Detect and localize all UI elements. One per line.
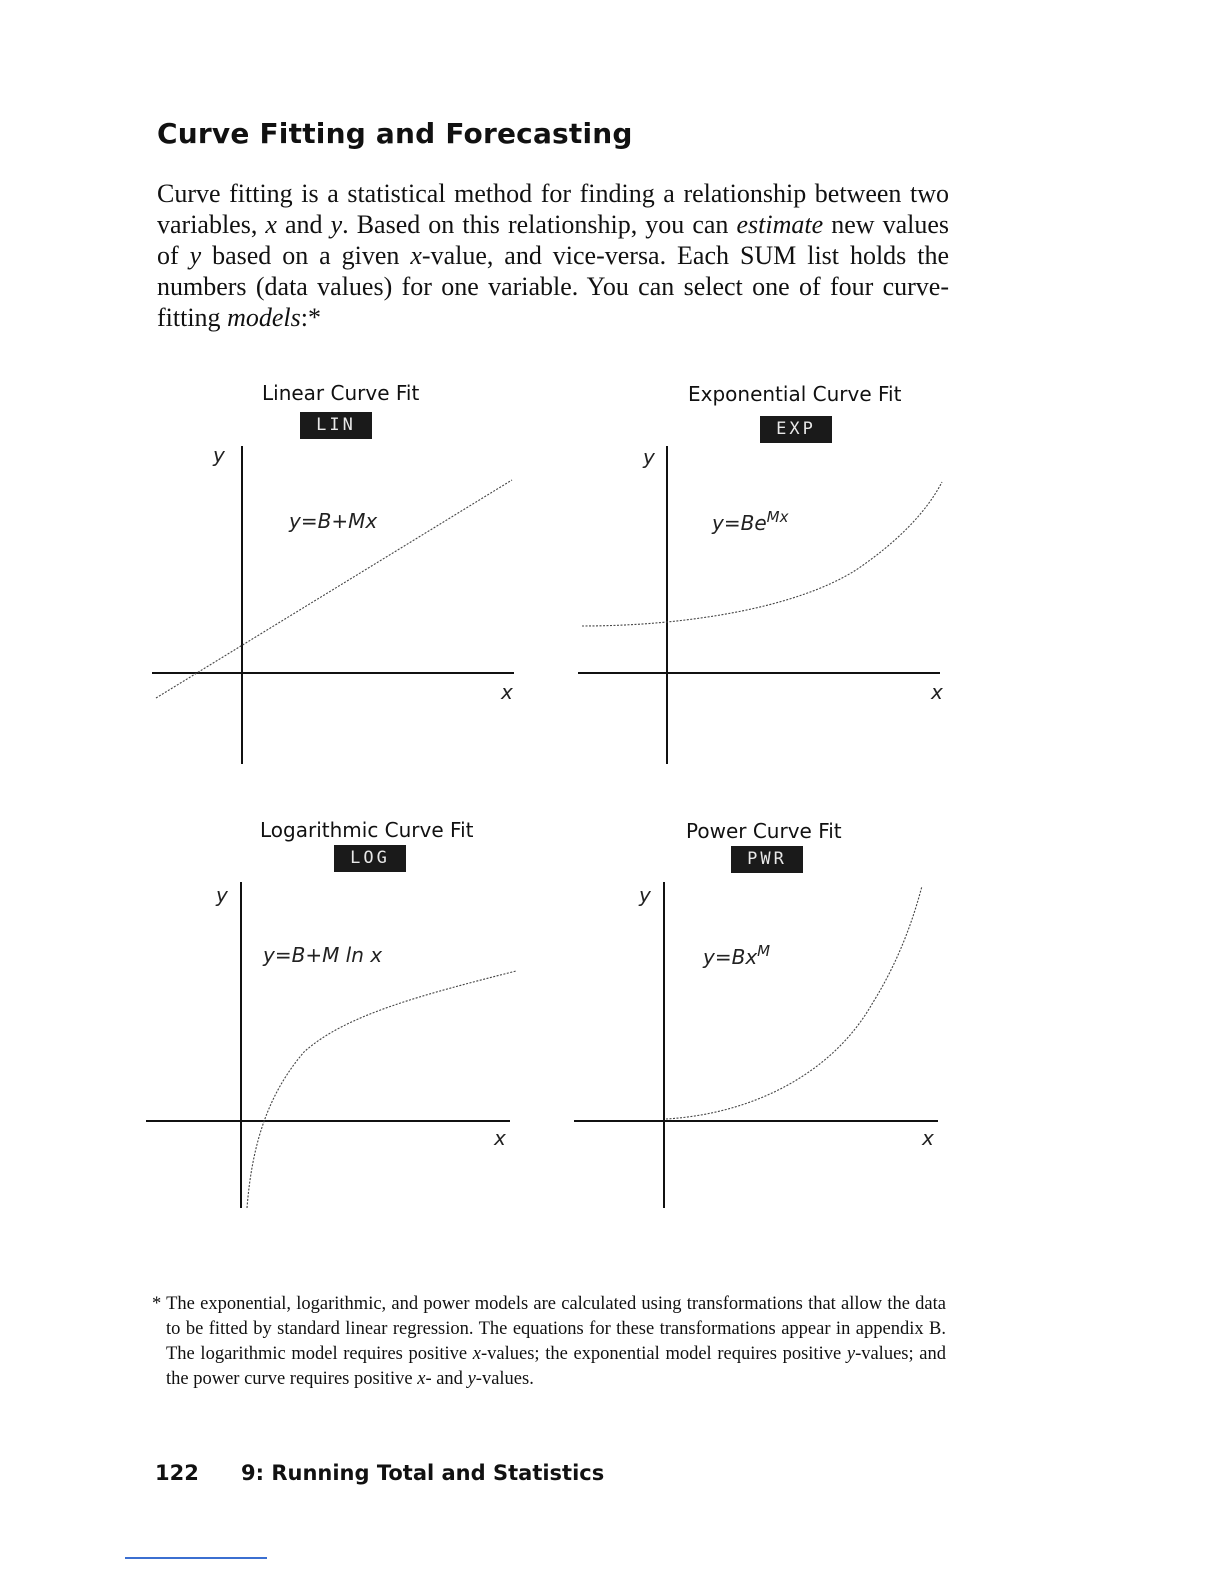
intro-paragraph: Curve fitting is a statistical method for finding a relationship between two variables, x and y. Based on this relationship, you can estimate new values of y based on a given x-value, and vice-versa. Each SUM list holds the numbers (data values) for one variable. You can select one of four curve-fitting models:* [157,179,950,332]
page-number: 122 [155,1461,199,1485]
pwr-key: PWR [731,846,803,873]
y-axis-label: y [216,883,228,907]
x-axis-label: x [501,680,513,704]
linear-fit-graph [150,378,520,768]
power-fit-graph [572,814,942,1214]
chapter-title: 9: Running Total and Statistics [241,1461,605,1485]
exponential-fit-title: Exponential Curve Fit [688,382,902,406]
lin-key: LIN [300,412,372,439]
y-axis-label: y [639,883,651,907]
log-key: LOG [334,845,406,872]
linear-fit-title: Linear Curve Fit [262,381,420,405]
y-axis-label: y [213,443,225,467]
power-equation: $y=Bx^M$ [703,942,771,969]
logarithmic-curve [247,971,516,1208]
x-axis-label: x [931,680,943,704]
exponential-curve [582,482,942,626]
exp-key: EXP [760,416,832,443]
logarithmic-equation: y=B+M ln x [263,943,383,967]
y-axis-label: y [643,445,655,469]
section-title: Curve Fitting and Forecasting [157,117,633,150]
page-footer [155,1461,604,1485]
power-fit-title: Power Curve Fit [686,819,842,843]
x-axis-label: x [494,1126,506,1150]
divider-line [125,1557,267,1559]
logarithmic-fit-graph [146,814,516,1214]
x-axis-label: x [922,1126,934,1150]
exponential-fit-graph [576,378,946,768]
footnote: * The exponential, logarithmic, and power models are calculated using transformations that allow the data to be fitted by standard linear regression. The equations for these transformations appear in appendix B. The logarithmic model requires positive x-values; the exponential model requires positive y-values; and the power curve requires positive x- and y-values. [152,1294,946,1389]
power-curve [666,886,922,1119]
linear-equation: y=B+Mx [289,509,378,533]
logarithmic-fit-title: Logarithmic Curve Fit [260,818,474,842]
exponential-equation: $y=Be^{Mx}$ [712,508,789,535]
